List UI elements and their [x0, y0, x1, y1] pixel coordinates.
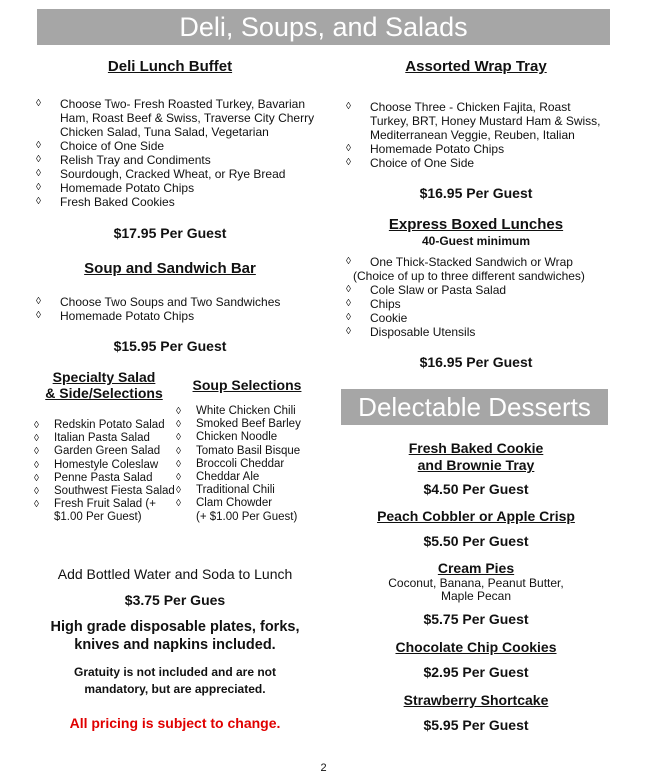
list-item: ◊ Choose Two Soups and Two Sandwiches: [36, 295, 281, 309]
specialty-salad-list: [30, 419, 178, 525]
dessert-cobbler-title: Peach Cobbler or Apple Crisp: [377, 508, 575, 524]
gratuity-note: Gratuity is not included and are not mandatory, but are appreciated.: [73, 665, 277, 696]
list-item: ◊ Homemade Potato Chips: [346, 142, 505, 156]
diamond-bullet-icon: ◊: [176, 485, 181, 497]
soup-sandwich-list: [30, 295, 320, 323]
diamond-bullet-icon: ◊: [176, 498, 181, 510]
list-item: ◊ Chips: [346, 297, 401, 311]
diamond-bullet-icon: ◊: [176, 419, 181, 431]
list-item: ◊ White Chicken Chili: [176, 405, 296, 417]
boxed-lunch-subtitle: 40-Guest minimum: [421, 234, 531, 248]
dessert-cookie-brownie-title: Fresh Baked Cookie and Brownie Tray: [408, 440, 544, 473]
boxed-lunch-list: [340, 255, 612, 269]
soup-selections-title: Soup Selections: [192, 377, 302, 393]
diamond-bullet-icon: ◊: [34, 472, 39, 484]
list-item: ◊ Redskin Potato Salad: [34, 419, 165, 431]
wrap-tray-list: [340, 100, 612, 170]
diamond-bullet-icon: ◊: [36, 310, 41, 321]
list-item: ◊ Tomato Basil Bisque: [176, 444, 301, 457]
diamond-bullet-icon: ◊: [346, 284, 351, 295]
dessert-cobbler-price: $5.50 Per Guest: [423, 533, 529, 549]
dessert-shortcake-title: Strawberry Shortcake: [403, 692, 549, 708]
list-item: ◊ Choose Three - Chicken Fajita, Roast Turkey, BRT, Honey Mustard Ham & Swiss, Mediterranean Veggie, Reuben, Italian: [346, 100, 601, 142]
list-item: ◊ Cole Slaw or Pasta Salad: [346, 283, 507, 297]
diamond-bullet-icon: ◊: [36, 296, 41, 307]
soup-sandwich-price: $15.95 Per Guest: [113, 338, 227, 354]
list-item: ◊ Cheddar Ale: [176, 471, 260, 484]
diamond-bullet-icon: ◊: [36, 98, 41, 109]
beverage-price: $3.75 Per Gues: [124, 592, 226, 608]
diamond-bullet-icon: ◊: [36, 154, 41, 165]
soup-selections-list: [172, 405, 322, 511]
list-item: ◊ Garden Green Salad: [34, 445, 161, 458]
diamond-bullet-icon: ◊: [346, 101, 351, 112]
diamond-bullet-icon: ◊: [346, 326, 351, 337]
beverage-text: Add Bottled Water and Soda to Lunch: [57, 566, 293, 582]
list-item: ◊ Smoked Beef Barley: [176, 418, 301, 431]
diamond-bullet-icon: ◊: [36, 182, 41, 193]
deli-buffet-list: [30, 97, 320, 209]
list-item: ◊ Sourdough, Cracked Wheat, or Rye Bread: [36, 167, 286, 181]
diamond-bullet-icon: ◊: [36, 196, 41, 207]
diamond-bullet-icon: ◊: [346, 143, 351, 154]
list-item: ◊ Broccoli Cheddar: [176, 457, 285, 470]
list-item: ◊ Italian Pasta Salad: [34, 432, 150, 445]
deli-buffet-title: Deli Lunch Buffet: [107, 58, 233, 75]
list-item: ◊ Southwest Fiesta Salad: [34, 485, 175, 498]
list-item: ◊ Relish Tray and Condiments: [36, 153, 211, 167]
diamond-bullet-icon: ◊: [346, 157, 351, 168]
salad-soup-block: [30, 369, 320, 565]
list-item: ◊ Homestyle Coleslaw: [34, 458, 159, 471]
diamond-bullet-icon: ◊: [176, 406, 181, 417]
dessert-cream-pies-title: Cream Pies: [437, 560, 515, 576]
boxed-lunch-note: (Choice of up to three different sandwiches): [353, 269, 585, 283]
page-number: 2: [320, 762, 327, 774]
dessert-choc-chip-title: Chocolate Chip Cookies: [395, 639, 557, 655]
list-item: ◊ Disposable Utensils: [346, 325, 476, 339]
disposables-note: High grade disposable plates, forks, knives and napkins included.: [50, 619, 300, 653]
section-banner-desserts: Delectable Desserts: [341, 389, 608, 425]
diamond-bullet-icon: ◊: [346, 298, 351, 309]
list-item: ◊ Penne Pasta Salad: [34, 471, 153, 484]
list-item: ◊ Choice of One Side: [346, 156, 475, 170]
dessert-choc-chip-price: $2.95 Per Guest: [423, 664, 529, 680]
diamond-bullet-icon: ◊: [34, 446, 39, 458]
list-item: ◊ One Thick-Stacked Sandwich or Wrap: [346, 255, 573, 269]
list-item: ◊ Fresh Fruit Salad (+ $1.00 Per Guest): [34, 498, 156, 524]
diamond-bullet-icon: ◊: [176, 432, 181, 444]
specialty-salad-column: [30, 369, 178, 525]
list-item: ◊ Cookie: [346, 311, 408, 325]
dessert-shortcake-price: $5.95 Per Guest: [423, 717, 529, 733]
diamond-bullet-icon: ◊: [34, 499, 39, 511]
list-item: ◊ Chicken Noodle: [176, 431, 278, 444]
desserts-column: [340, 440, 612, 734]
diamond-bullet-icon: ◊: [176, 472, 181, 484]
diamond-bullet-icon: ◊: [346, 312, 351, 323]
boxed-lunch-price: $16.95 Per Guest: [419, 354, 533, 370]
diamond-bullet-icon: ◊: [346, 256, 351, 267]
list-item: ◊ Homemade Potato Chips: [36, 309, 195, 323]
pricing-notice: All pricing is subject to change.: [69, 715, 281, 731]
soup-sandwich-title: Soup and Sandwich Bar: [84, 260, 256, 277]
diamond-bullet-icon: ◊: [34, 420, 39, 431]
dessert-cream-pies-desc: Coconut, Banana, Peanut Butter, Maple Pecan: [388, 576, 564, 603]
wrap-tray-price: $16.95 Per Guest: [419, 185, 533, 201]
diamond-bullet-icon: ◊: [34, 486, 39, 498]
list-item: ◊ Homemade Potato Chips: [36, 181, 195, 195]
list-item: ◊ Choose Two- Fresh Roasted Turkey, Bavarian Ham, Roast Beef & Swiss, Traverse City Cherry Chicken Salad, Tuna Salad, Vegetarian: [36, 97, 315, 139]
diamond-bullet-icon: ◊: [36, 140, 41, 151]
diamond-bullet-icon: ◊: [176, 445, 181, 457]
list-item: ◊ Fresh Baked Cookies: [36, 195, 175, 209]
section-banner-deli: Deli, Soups, and Salads: [37, 9, 610, 45]
soup-selections-column: [172, 369, 322, 524]
boxed-lunch-title: Express Boxed Lunches: [388, 216, 564, 233]
list-item: ◊ Choice of One Side: [36, 139, 165, 153]
right-column: [340, 58, 612, 371]
diamond-bullet-icon: ◊: [36, 168, 41, 179]
soup-upcharge-note: (+ $1.00 Per Guest): [196, 510, 298, 523]
boxed-lunch-list-2: [340, 283, 612, 339]
wrap-tray-title: Assorted Wrap Tray: [405, 58, 547, 75]
list-item: ◊ Clam Chowder: [176, 497, 273, 510]
deli-buffet-price: $17.95 Per Guest: [113, 225, 227, 241]
specialty-salad-title: Specialty Salad & Side/Selections: [45, 369, 163, 401]
dessert-cookie-brownie-price: $4.50 Per Guest: [423, 481, 529, 497]
dessert-cream-pies-price: $5.75 Per Guest: [423, 611, 529, 627]
diamond-bullet-icon: ◊: [176, 458, 181, 470]
diamond-bullet-icon: ◊: [34, 433, 39, 445]
diamond-bullet-icon: ◊: [34, 459, 39, 471]
left-column: [30, 58, 320, 732]
list-item: ◊ Traditional Chili: [176, 484, 275, 497]
